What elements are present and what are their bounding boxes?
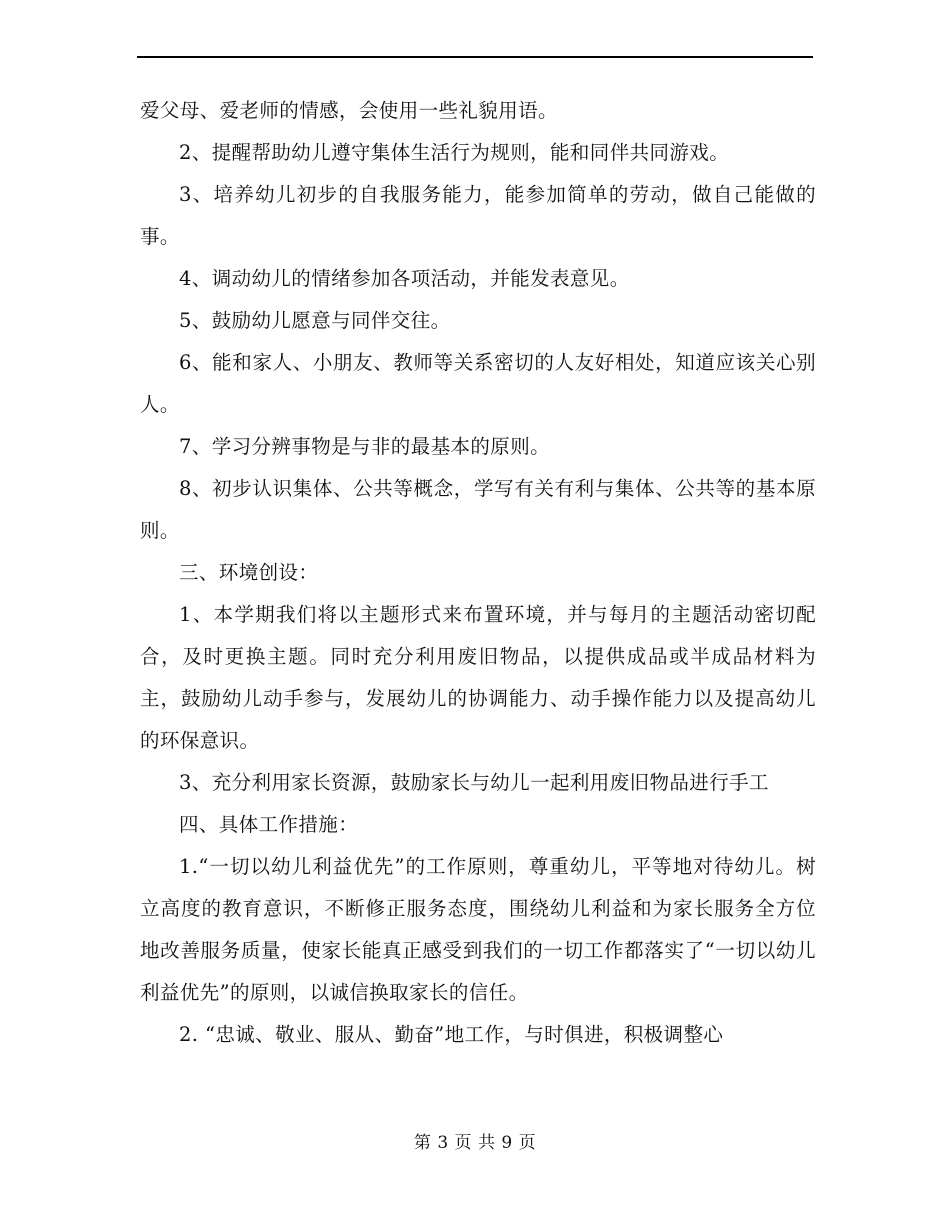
paragraph: 1.“一切以幼儿利益优先”的工作原则，尊重幼儿，平等地对待幼儿。树立高度的教育意识，不断修正服务态度，围绕幼儿利益和为家长服务全方位地改善服务质量，使家长能真正感受到我们的一切工作都落实了“一切以幼儿利益优先”的原则，以诚信换取家长的信任。 [140,855,816,1004]
section-heading: 三、环境创设： [179,561,319,584]
document-body [140,90,816,1056]
paragraph: 6、能和家人、小朋友、教师等关系密切的人友好相处，知道应该关心别人。 [140,351,816,416]
paragraph: 7、学习分辨事物是与非的最基本的原则。 [179,435,551,458]
paragraph: 8、初步认识集体、公共等概念，学写有关有利与集体、公共等的基本原则。 [140,477,816,542]
paragraph: 2. “忠诚、敬业、服从、勤奋”地工作，与时俱进，积极调整心 [179,1023,724,1046]
paragraph: 1、本学期我们将以主题形式来布置环境，并与每月的主题活动密切配合，及时更换主题。同时充分利用废旧物品，以提供成品或半成品材料为主，鼓励幼儿动手参与，发展幼儿的协调能力、动手操作能力以及提高幼儿的环保意识。 [140,603,816,752]
paragraph: 3、培养幼儿初步的自我服务能力，能参加简单的劳动，做自己能做的事。 [140,183,816,248]
paragraph: 爱父母、爱老师的情感，会使用一些礼貌用语。 [140,99,558,122]
section-heading: 四、具体工作措施： [179,813,359,836]
paragraph: 4、调动幼儿的情绪参加各项活动，并能发表意见。 [179,267,630,290]
page-footer: 第 3 页 共 9 页 [413,1133,537,1153]
paragraph: 2、提醒帮助幼儿遵守集体生活行为规则，能和同伴共同游戏。 [179,141,730,164]
paragraph: 3、充分利用家长资源，鼓励家长与幼儿一起利用废旧物品进行手工 [179,771,769,794]
header-rule [137,56,813,58]
paragraph: 5、鼓励幼儿愿意与同伴交往。 [179,309,451,332]
